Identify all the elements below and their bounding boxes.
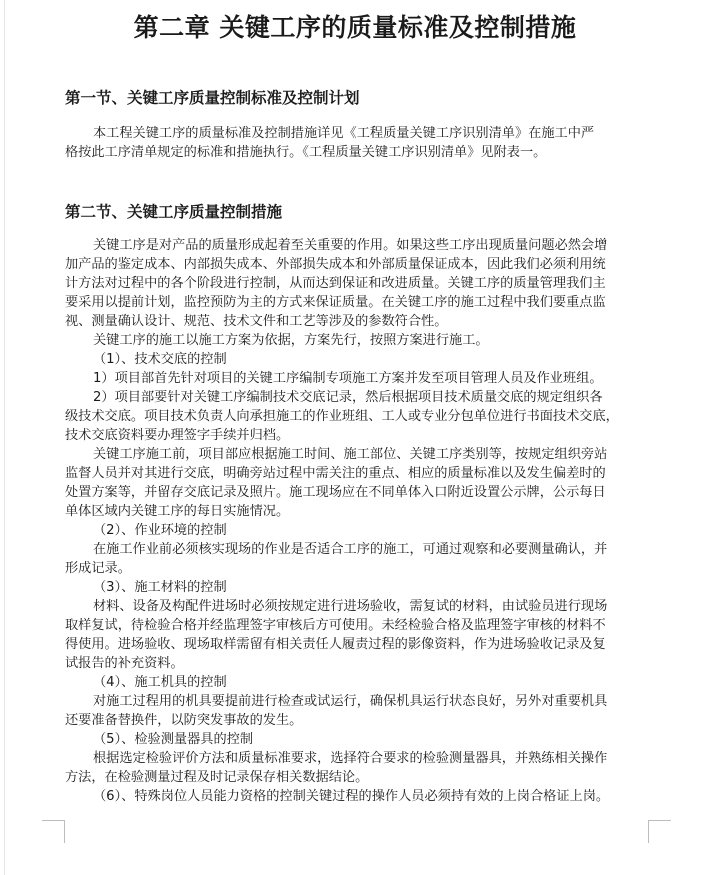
section-1-heading: 第一节、关键工序质量控制标准及控制计划: [65, 88, 360, 107]
text-line: 要采用以提前计划，监控预防为主的方式来保证质量。在关键工序的施工过程中我们要重点监: [65, 295, 606, 310]
text-line: 材料、设备及构配件进场时必须按规定进行进场验收，需复试的材料，由试验员进行现场: [93, 599, 608, 614]
section-1-body: [65, 124, 650, 162]
text-line: 取样复试，待检验合格并经监理签字审核后方可使用。未经检验合格及监理签字审核的材料不: [65, 618, 606, 633]
text-line: 1）项目部首先针对项目的关键工序编制专项施工方案并发至项目管理人员及作业班组。: [93, 371, 603, 386]
text-line: 本工程关键工序的质量标准及控制措施详见《工程质量关键工序识别清单》在施工中严: [93, 126, 595, 141]
text-line: （3）、施工材料的控制: [93, 580, 227, 595]
text-line: 单体区域内关键工序的每日实施情况。: [65, 504, 290, 519]
text-line: 关键工序是对产品的质量形成起着至关重要的作用。如果这些工序出现质量问题必然会增: [93, 238, 608, 253]
text-line: 在施工作业前必须核实现场的作业是否适合工序的施工，可通过观察和必要测量确认，并: [93, 542, 608, 557]
section-2-body: [65, 236, 650, 806]
text-line: 方法，在检验测量过程及时记录保存相关数据结论。: [65, 770, 369, 785]
text-line: 关键工序的施工以施工方案为依据，方案先行，按照方案进行施工。: [93, 333, 489, 348]
text-line: 关键工序施工前，项目部应根据施工时间、施工部位、关键工序类别等，按规定组织旁站: [93, 447, 608, 462]
text-line: 技术交底资料要办理签字手续并归档。: [65, 428, 290, 443]
text-line: 处置方案等，并留存交底记录及照片。施工现场应在不同单体入口附近设置公示牌，公示每日: [65, 485, 606, 500]
text-line: 格按此工序清单规定的标准和措施执行。《工程质量关键工序识别清单》见附表一。: [65, 145, 547, 160]
page-corner-mark-left: [42, 820, 65, 843]
page-corner-mark-right: [648, 820, 671, 843]
text-line: 2）项目部要针对关键工序编制技术交底记录，然后根据项目技术质量交底的规定组织各: [93, 390, 603, 405]
text-line: 计方法对过程中的各个阶段进行控制，从而达到保证和改进质量。关键工序的质量管理我们主: [65, 276, 606, 291]
text-line: 级技术交底。项目技术负责人向承担施工的作业班组、工人或专业分包单位进行书面技术交底，: [65, 409, 619, 424]
text-line: 试报告的补充资料。: [65, 656, 184, 671]
text-line: 根据选定检验评价方法和质量标准要求，选择符合要求的检验测量器具，并熟练相关操作: [93, 751, 608, 766]
text-line: （1）、技术交底的控制: [93, 352, 227, 367]
text-line: 对施工过程用的机具要提前进行检查或试运行，确保机具运行状态良好，另外对重要机具: [93, 694, 608, 709]
text-line: （5）、检验测量器具的控制: [93, 732, 254, 747]
chapter-title: 第二章 关键工序的质量标准及控制措施: [133, 13, 577, 42]
text-line: 还要准备替换件，以防突发事故的发生。: [65, 713, 303, 728]
text-line: （6）、特殊岗位人员能力资格的控制关键过程的操作人员必须持有效的上岗合格证上岗。: [93, 789, 610, 804]
text-line: 得使用。进场验收、现场取样需留有相关责任人履责过程的影像资料，作为进场验收记录及复: [65, 637, 606, 652]
text-line: 形成记录。: [65, 561, 131, 576]
text-line: 视、测量确认设计、规范、技术文件和工艺等涉及的参数符合性。: [65, 314, 448, 329]
page-edge-line: [4, 0, 5, 875]
text-line: （2）、作业环境的控制: [93, 523, 227, 538]
text-line: 监督人员并对其进行交底，明确旁站过程中需关注的重点、相应的质量标准以及发生偏差时的: [65, 466, 606, 481]
section-2-heading: 第二节、关键工序质量控制措施: [65, 202, 283, 221]
text-line: 加产品的鉴定成本、内部损失成本、外部损失成本和外部质量保证成本，因此我们必须利用统: [65, 257, 606, 272]
text-line: （4）、施工机具的控制: [93, 675, 227, 690]
